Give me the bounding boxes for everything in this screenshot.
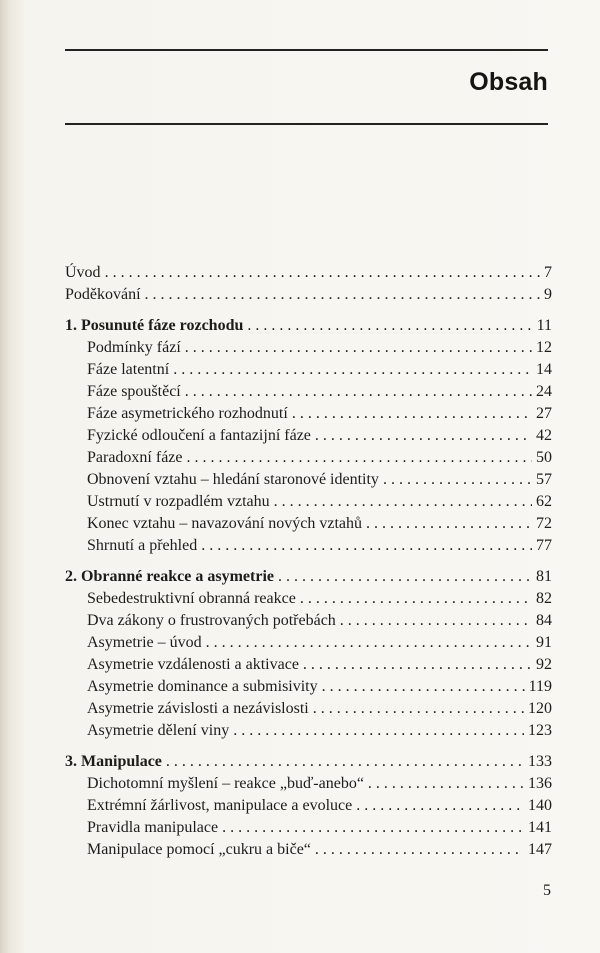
toc-item-page: 62 xyxy=(536,493,552,510)
toc-chapter-3 xyxy=(65,751,552,773)
leader-dots xyxy=(105,262,540,284)
toc-chapter-2 xyxy=(65,566,552,588)
toc-item-label: Asymetrie dělení viny xyxy=(87,722,230,739)
section-gap xyxy=(65,742,552,751)
toc-item-page: 123 xyxy=(528,722,552,739)
toc-item-page: 120 xyxy=(528,700,552,717)
toc-item xyxy=(65,425,552,447)
header-rule-top xyxy=(65,49,548,51)
leader-dots xyxy=(222,817,524,839)
leader-dots xyxy=(368,773,524,795)
toc-item-label: Asymetrie – úvod xyxy=(87,634,202,651)
toc-item-page: 147 xyxy=(528,841,552,858)
leader-dots xyxy=(300,588,532,610)
toc-item-label: Fáze latentní xyxy=(87,361,170,378)
toc-item-page: 42 xyxy=(536,427,552,444)
toc-item-page: 140 xyxy=(528,797,552,814)
leader-dots xyxy=(173,359,532,381)
toc-entry-uvod xyxy=(65,262,552,284)
toc-item-label: Asymetrie závislosti a nezávislosti xyxy=(87,700,309,717)
toc-item-page: 50 xyxy=(536,449,552,466)
page-number: 5 xyxy=(543,882,551,899)
leader-dots xyxy=(201,535,532,557)
toc-item xyxy=(65,513,552,535)
leader-dots xyxy=(383,469,532,491)
toc-item xyxy=(65,795,552,817)
leader-dots xyxy=(187,447,532,469)
leader-dots xyxy=(278,566,532,588)
leader-dots xyxy=(366,513,532,535)
toc-item-page: 82 xyxy=(536,590,552,607)
toc-entry-label: Úvod xyxy=(65,264,101,281)
page-title: Obsah xyxy=(469,68,548,96)
chapter-title: 1. Posunuté fáze rozchodu xyxy=(65,317,244,334)
toc-item xyxy=(65,403,552,425)
leader-dots xyxy=(274,491,532,513)
toc-item xyxy=(65,337,552,359)
leader-dots xyxy=(233,720,524,742)
leader-dots xyxy=(315,839,524,861)
leader-dots xyxy=(247,315,532,337)
toc-item-label: Shrnutí a přehled xyxy=(87,537,198,554)
leader-dots xyxy=(145,284,540,306)
leader-dots xyxy=(315,425,532,447)
section-gap xyxy=(65,557,552,566)
chapter-title: 3. Manipulace xyxy=(65,753,162,770)
toc-item xyxy=(65,839,552,861)
toc-item-label: Ustrnutí v rozpadlém vztahu xyxy=(87,493,270,510)
toc-item xyxy=(65,773,552,795)
toc-item-label: Fyzické odloučení a fantazijní fáze xyxy=(87,427,311,444)
table-of-contents xyxy=(65,262,552,861)
toc-item-page: 91 xyxy=(536,634,552,651)
leader-dots xyxy=(356,795,524,817)
toc-item xyxy=(65,698,552,720)
toc-chapter-1 xyxy=(65,315,552,337)
toc-item xyxy=(65,491,552,513)
toc-item xyxy=(65,535,552,557)
toc-item xyxy=(65,676,552,698)
toc-item-label: Fáze asymetrického rozhodnutí xyxy=(87,405,288,422)
toc-item-label: Pravidla manipulace xyxy=(87,819,219,836)
chapter-page: 11 xyxy=(536,317,552,334)
toc-item-label: Podmínky fází xyxy=(87,339,181,356)
toc-entry-podekovani xyxy=(65,284,552,306)
toc-item-label: Obnovení vztahu – hledání staronové identity xyxy=(87,471,379,488)
leader-dots xyxy=(340,610,532,632)
header-rule-bottom xyxy=(65,123,548,125)
toc-item-label: Konec vztahu – navazování nových vztahů xyxy=(87,515,363,532)
leader-dots xyxy=(206,632,532,654)
toc-item-page: 92 xyxy=(536,656,552,673)
toc-item xyxy=(65,720,552,742)
toc-item-page: 141 xyxy=(528,819,552,836)
toc-item-page: 12 xyxy=(536,339,552,356)
leader-dots xyxy=(166,751,524,773)
toc-item-page: 136 xyxy=(528,775,552,792)
toc-item-label: Asymetrie vzdálenosti a aktivace xyxy=(87,656,299,673)
toc-item xyxy=(65,359,552,381)
leader-dots xyxy=(303,654,532,676)
toc-entry-label: Poděkování xyxy=(65,286,141,303)
toc-item xyxy=(65,381,552,403)
toc-item-page: 14 xyxy=(536,361,552,378)
chapter-page: 133 xyxy=(528,753,552,770)
toc-entry-page: 9 xyxy=(544,286,552,303)
leader-dots xyxy=(313,698,524,720)
leader-dots xyxy=(292,403,532,425)
leader-dots xyxy=(185,381,532,403)
toc-item-page: 77 xyxy=(536,537,552,554)
toc-item-page: 57 xyxy=(536,471,552,488)
toc-item xyxy=(65,632,552,654)
toc-item-label: Fáze spouštěcí xyxy=(87,383,181,400)
toc-item-page: 119 xyxy=(528,678,552,695)
toc-entry-page: 7 xyxy=(544,264,552,281)
leader-dots xyxy=(185,337,532,359)
toc-item-label: Manipulace pomocí „cukru a biče“ xyxy=(87,841,311,858)
toc-item-page: 27 xyxy=(536,405,552,422)
toc-item-label: Asymetrie dominance a submisivity xyxy=(87,678,318,695)
toc-item-page: 72 xyxy=(536,515,552,532)
chapter-page: 81 xyxy=(536,568,552,585)
toc-item xyxy=(65,817,552,839)
toc-item-label: Dva zákony o frustrovaných potřebách xyxy=(87,612,336,629)
toc-item-label: Extrémní žárlivost, manipulace a evoluce xyxy=(87,797,353,814)
toc-item-page: 24 xyxy=(536,383,552,400)
toc-item xyxy=(65,610,552,632)
section-gap xyxy=(65,306,552,315)
toc-item-label: Sebedestruktivní obranná reakce xyxy=(87,590,296,607)
toc-item xyxy=(65,588,552,610)
chapter-title: 2. Obranné reakce a asymetrie xyxy=(65,568,274,585)
toc-item xyxy=(65,469,552,491)
toc-item-page: 84 xyxy=(536,612,552,629)
toc-item xyxy=(65,654,552,676)
toc-item-label: Dichotomní myšlení – reakce „buď-anebo“ xyxy=(87,775,364,792)
toc-item-label: Paradoxní fáze xyxy=(87,449,183,466)
leader-dots xyxy=(322,676,525,698)
toc-item xyxy=(65,447,552,469)
